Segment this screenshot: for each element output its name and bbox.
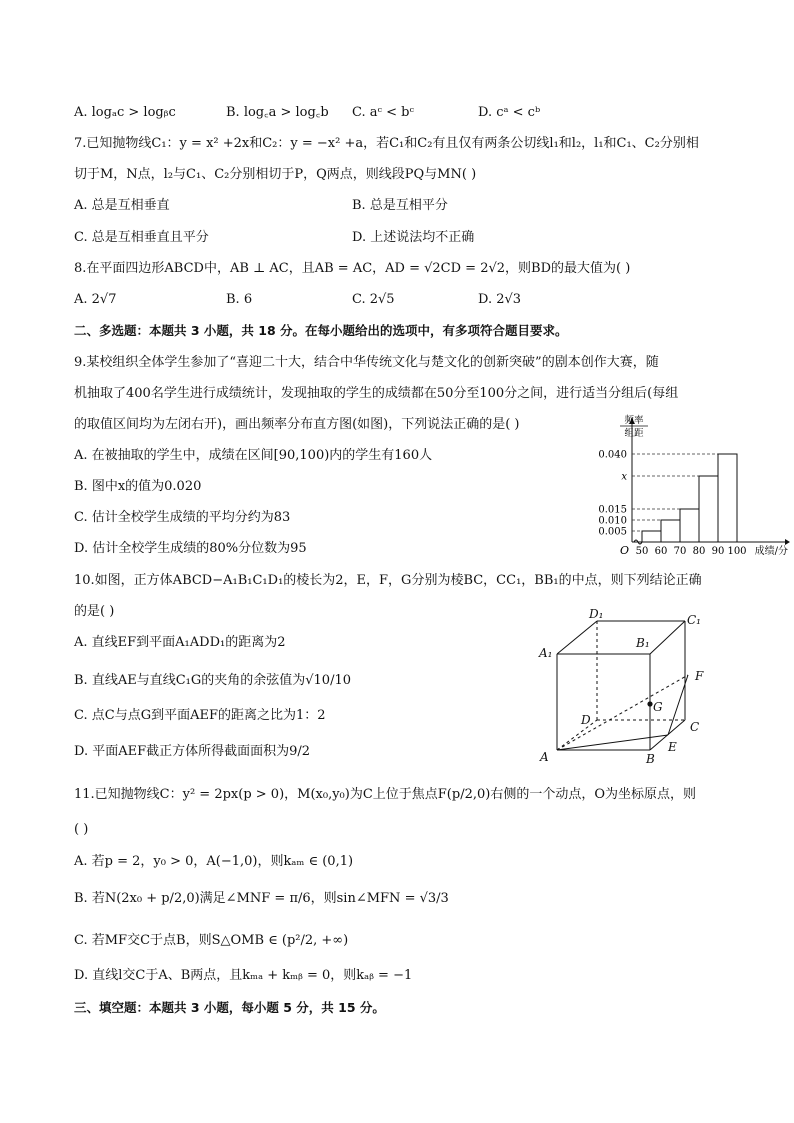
line-af [557,675,688,750]
q9-option-b: B. 图中x的值为0.020 [74,479,202,494]
label-c: C [690,720,700,734]
q10-option-b: B. 直线AE与直线C₁G的夹角的余弦值为√10/10 [74,673,351,688]
q10-option-a: A. 直线EF到平面A₁ADD₁的距离为2 [74,635,286,650]
q10-stem-line1: 10.如图，正方体ABCD−A₁B₁C₁D₁的棱长为2，E，F，G分别为棱BC，CC₁，BB₁的中点，则下列结论正确 [74,573,702,588]
q9-stem-line3: 的取值区间均为左闭右开)，画出频率分布直方图(如图)，下列说法正确的是( ) [74,417,520,432]
q8-option-c: C. 2√5 [352,292,395,307]
label-d: D [581,713,591,727]
q6-option-d: D. cᵃ < cᵇ [478,105,541,120]
frequency-histogram [580,410,790,560]
q11-option-b: B. 若N(2x₀ + p/2,0)满足∠MNF = π/6，则sin∠MFN = √3/3 [74,891,449,906]
q9-stem-line2: 机抽取了400名学生进行成绩统计，发现抽取的学生的成绩都在50分至100分之间，进行适当分组后(每组 [74,386,679,401]
y-label-top: 频率 [624,415,644,426]
y-tick-label: 0.010 [598,515,627,527]
x-tick-label: 50 [635,546,649,557]
label-d1: D₁ [589,607,604,621]
x-tick-label: 90 [711,546,725,557]
q10-option-c: C. 点C与点G到平面AEF的距离之比为1：2 [74,708,326,723]
q9-option-c: C. 估计全校学生成绩的平均分约为83 [74,510,291,525]
q7-option-a: A. 总是互相垂直 [74,198,170,213]
label-c1: C₁ [687,613,701,627]
x-axis-label: 成绩/分 [754,546,788,557]
y-label-bottom: 组距 [624,428,644,439]
q7-option-d: D. 上述说法均不正确 [352,230,475,245]
q6-option-a: A. logₐc > logᵦc [74,105,176,120]
q9-option-a: A. 在被抽取的学生中，成绩在区间[90,100)内的学生有160人 [74,448,433,463]
q7-option-b: B. 总是互相平分 [352,198,448,213]
edge-b1c1 [650,621,685,654]
label-f: F [695,669,704,683]
bar-[50,60) [642,531,661,542]
q11-option-a: A. 若p = 2，y₀ > 0，A(−1,0)，则kₐₘ ∈ (0,1) [74,854,354,869]
q11-option-d: D. 直线l交C于A、B两点，且kₘₐ + kₘᵦ = 0，则kₐᵦ = −1 [74,968,413,983]
edge-a1d1 [557,621,597,654]
x-axis-arrow [785,539,790,545]
bar-[70,80) [680,509,699,542]
q6-option-c: C. aᶜ < bᶜ [352,105,414,120]
bar-[90,100) [718,454,737,542]
q8-option-a: A. 2√7 [74,292,117,307]
label-e: E [668,740,677,754]
q10-stem-line2: 的是( ) [74,604,115,619]
q8-option-d: D. 2√3 [478,292,522,307]
label-a1: A₁ [539,646,553,660]
section-3-heading: 三、填空题：本题共 3 小题，每小题 5 分，共 15 分。 [74,1000,385,1015]
q11-option-c: C. 若MF交C于点B，则S△OMB ∈ (p²/2, +∞) [74,933,349,948]
point-g [647,701,652,706]
bar-[80,90) [699,476,718,542]
label-b: B [646,752,655,766]
q7-option-c: C. 总是互相垂直且平分 [74,230,209,245]
q7-stem-line2: 切于M，N点，l₂与C₁、C₂分别相切于P，Q两点，则线段PQ与MN( ) [74,167,477,182]
q9-option-d: D. 估计全校学生成绩的80%分位数为95 [74,541,307,556]
bar-[60,70) [661,520,680,542]
x-tick-label: 100 [727,546,747,557]
x-tick-label: 60 [654,546,668,557]
q10-option-d: D. 平面AEF截正方体所得截面面积为9/2 [74,744,311,759]
y-tick-label: x [621,471,627,483]
cube-figure [530,605,720,770]
label-a: A [540,750,549,764]
q11-stem-line2: ( ) [74,822,89,837]
q9-stem-line1: 9.某校组织全体学生参加了“喜迎二十大，结合中华传统文化与楚文化的创新突破”的剧本创作大赛，随 [74,355,659,370]
origin-label: O [620,544,630,557]
label-b1: B₁ [636,636,650,650]
q8-option-b: B. 6 [226,292,253,307]
q11-stem-line1: 11.已知抛物线C：y² = 2px(p > 0)，M(x₀,y₀)为C上位于焦点F(p/2,0)右侧的一个动点，O为坐标原点，则 [74,787,696,802]
section-2-heading: 二、多选题：本题共 3 小题，共 18 分。在每小题给出的选项中，有多项符合题目要求。 [74,323,568,338]
y-tick-label: 0.005 [598,526,627,538]
q7-stem-line1: 7.已知抛物线C₁：y = x² +2x和C₂：y = −x² +a，若C₁和C₂有且仅有两条公切线l₁和l₂，l₁和C₁、C₂分别相 [74,136,699,151]
q6-option-b: B. log꜀a > log꜀b [226,105,329,120]
x-tick-label: 80 [692,546,706,557]
q8-stem: 8.在平面四边形ABCD中，AB ⊥ AC，且AB = AC，AD = √2CD = 2√2，则BD的最大值为( ) [74,261,631,276]
y-tick-label: 0.015 [598,504,627,516]
y-tick-label: 0.040 [598,449,627,461]
x-tick-label: 70 [673,546,687,557]
label-g: G [653,700,663,714]
